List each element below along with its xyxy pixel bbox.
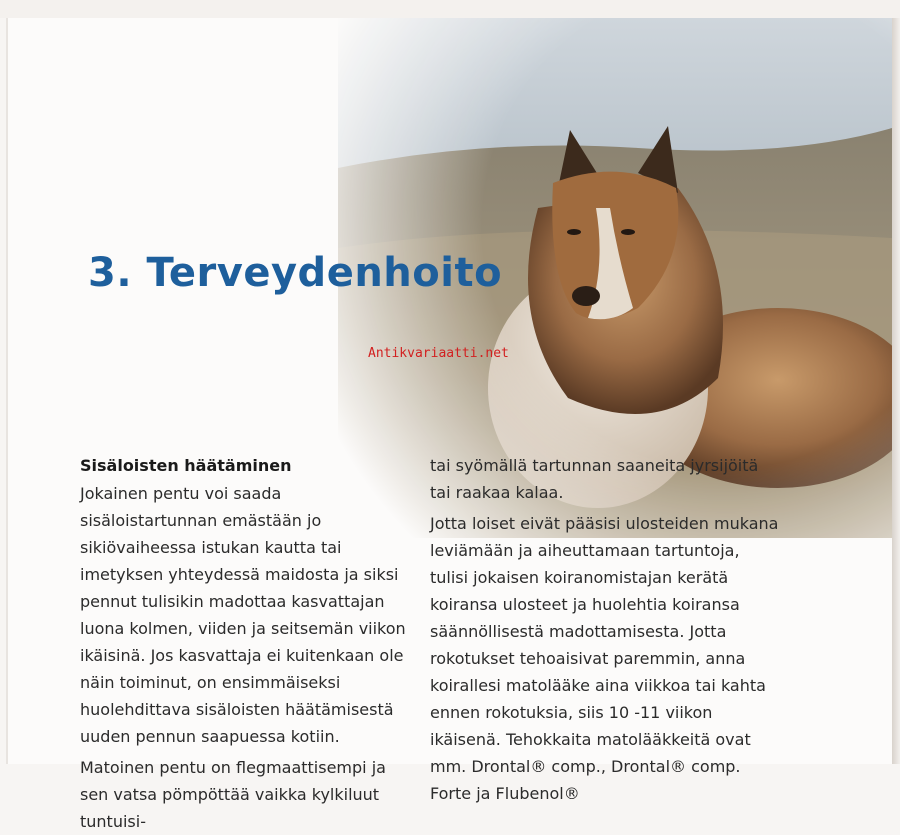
scan-page-edge [892,18,900,764]
body-paragraph: Jotta loiset eivät pääsisi ulosteiden mukana leviämään ja aiheuttamaan tartuntoja, tulisi jokaisen koiranomistajan kerätä koiransa ulosteet ja huolehtia koiransa säännöllisestä madottamisesta. Jotta rokotukset tehoaisivat paremmin, anna koirallesi matolääke aina viikkoa tai kahta ennen rokotuksia, siis 10 -11 viikon ikäisenä. Tehokkaita matolääkkeitä ovat mm. Drontal® comp., Drontal® comp. Forte ja Flubenol® [430,514,779,803]
page-title: 3. Terveydenhoito [88,250,503,296]
watermark: Antikvariaatti.net [368,346,509,361]
left-column [80,452,410,835]
body-paragraph: Matoinen pentu on flegmaattisempi ja sen vatsa pömpöttää vaikka kylkiluut tuntuisi- [80,758,386,831]
section-heading: Sisäloisten häätäminen [80,456,292,475]
body-paragraph: Jokainen pentu voi saada sisäloistartunnan emästään jo sikiövaiheessa istukan kautta tai imetyksen yhteydessä maidosta ja siksi pennut tulisikin madottaa kasvattajan luona kolmen, viiden ja seitsemän viikon ikäisinä. Jos kasvattaja ei kuitenkaan ole näin toiminut, on ensimmäiseksi huolehdittava sisäloisten häätämisestä uuden pennun saapuessa kotiin. [80,484,406,746]
body-paragraph: tai syömällä tartunnan saaneita jyrsijöitä tai raakaa kalaa. [430,456,759,502]
right-column [430,452,780,807]
scan-margin-top [0,0,900,18]
